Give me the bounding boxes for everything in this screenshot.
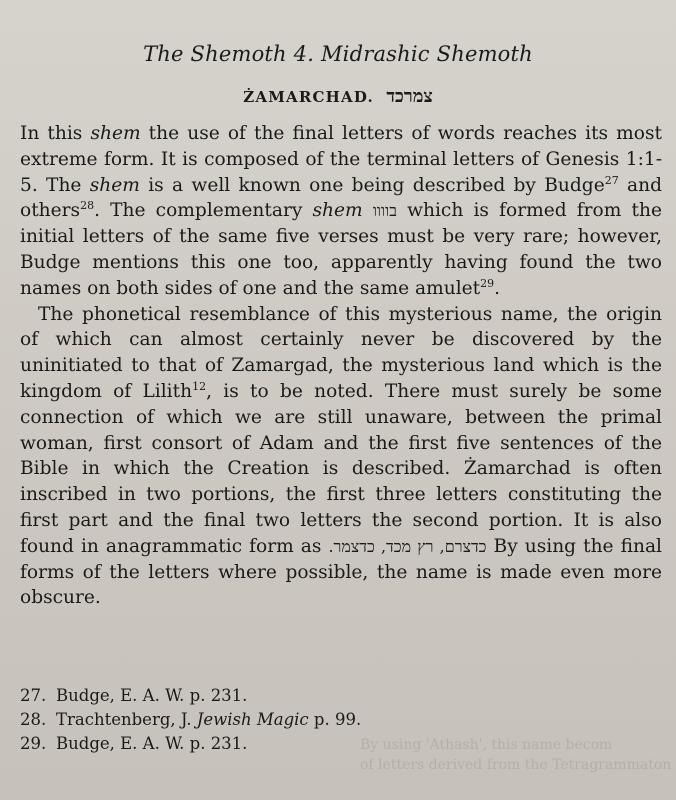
hebrew-anagrams: כדצרם, רץ מכד, כדצמר. bbox=[328, 536, 487, 556]
show-through-line: of letters derived from the Tetragrammaton bbox=[360, 757, 672, 773]
body-text bbox=[20, 121, 662, 611]
footnote-number: 27. bbox=[20, 686, 47, 705]
italic-term: shem bbox=[312, 200, 363, 222]
footnotes bbox=[20, 684, 660, 756]
text-run: is a well known one being described by Budge bbox=[139, 174, 605, 196]
footnote-number: 29. bbox=[20, 734, 47, 753]
footnote-number: 28. bbox=[20, 710, 47, 729]
italic-term: shem bbox=[89, 174, 140, 196]
footnote-text: Trachtenberg, J. bbox=[56, 710, 197, 729]
text-run: In this bbox=[20, 123, 91, 144]
footnote-text: Budge, E. A. W. p. 231. bbox=[56, 734, 248, 753]
footnote bbox=[20, 732, 660, 756]
paragraph-1 bbox=[20, 121, 662, 302]
footnote-ref: 28 bbox=[80, 199, 95, 213]
text-run: By using the final forms of the letters where possible, the name is made even more obscure. bbox=[20, 535, 662, 609]
running-header-text: The Shemoth 4. Midrashic Shemoth bbox=[143, 42, 533, 66]
section-title-hebrew: צמרכד bbox=[386, 86, 433, 107]
text-run: the use of the final letters of words reaches its most extreme form. It is composed of the terminal letters of Genesis 1:1-5. The bbox=[20, 123, 663, 196]
text-run: . The complementary bbox=[94, 200, 313, 222]
text-run: which is formed from the initial letters of the same five verses must be very rare; however, Budge mentions this one too, apparently having found the two names on both sides of one and the same amulet bbox=[20, 200, 662, 299]
text-run: , is to be noted. There must surely be some connection of which we are still unaware, between the primal woman, first consort of Adam and the first five sentences of the Bible in which the Creation is described. Żamarchad is often inscribed in two portions, the first three letters constituting the first part and the final two letters the second portion. It is also found in anagrammatic form as bbox=[20, 380, 662, 557]
hebrew-word: בוווו bbox=[372, 201, 397, 221]
running-header bbox=[0, 42, 676, 66]
text-run: . bbox=[494, 277, 501, 299]
footnote bbox=[20, 684, 660, 708]
footnote-ref: 12 bbox=[192, 379, 207, 393]
footnote bbox=[20, 708, 660, 732]
italic-term: shem bbox=[90, 123, 141, 144]
footnote-text: p. 99. bbox=[308, 710, 362, 729]
text-run: and others bbox=[20, 174, 662, 222]
footnote-text: Budge, E. A. W. p. 231. bbox=[56, 686, 248, 705]
text-run: The phonetical resemblance of this mysterious name, the origin of which can almost certainly never be discovered by the uninitiated to that of Zamargad, the mysterious land which is the kingdom of Lilith bbox=[20, 303, 662, 402]
section-title-latin: ŻAMARCHAD. bbox=[243, 88, 374, 106]
paragraph-2 bbox=[20, 302, 662, 612]
footnote-ref: 27 bbox=[604, 173, 619, 187]
footnote-ref: 29 bbox=[480, 276, 495, 290]
show-through-line: By using 'Athash', this name becom bbox=[360, 737, 613, 753]
footnote-title: Jewish Magic bbox=[196, 710, 309, 729]
section-title bbox=[0, 86, 676, 107]
